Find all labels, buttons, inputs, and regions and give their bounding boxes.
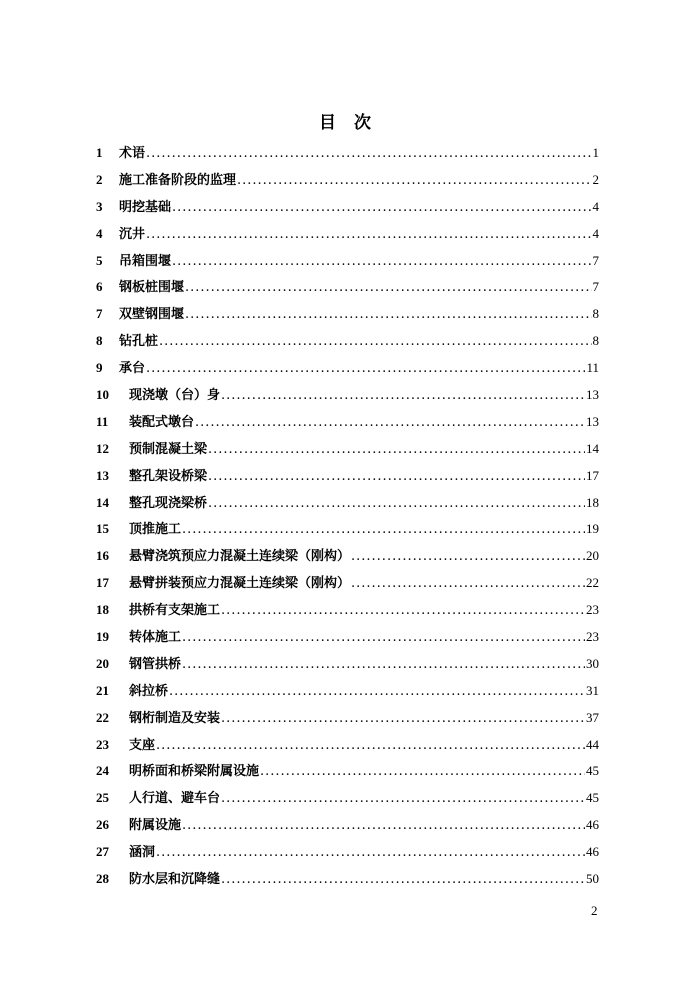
toc-entry-number: 28 — [96, 871, 109, 887]
toc-dot-leader — [182, 630, 585, 645]
toc-entry-title: 钢板桩围堰 — [119, 280, 185, 296]
toc-dot-leader — [208, 469, 585, 484]
toc-entry-number: 27 — [96, 844, 109, 860]
toc-entry-page: 44 — [586, 736, 599, 752]
toc-entry-title: 钢管拱桥 — [129, 656, 182, 672]
toc-dot-leader — [208, 442, 585, 457]
toc-entry-page: 2 — [592, 171, 599, 187]
toc-entry-number: 25 — [96, 790, 109, 806]
toc-entry-number: 13 — [96, 467, 109, 483]
toc-entry-number: 21 — [96, 682, 109, 698]
toc-entry-number: 24 — [96, 763, 109, 779]
toc-dot-leader — [156, 845, 585, 860]
toc-entry-page: 7 — [592, 279, 599, 295]
toc-entry-page: 17 — [586, 467, 599, 483]
toc-entry-page: 30 — [586, 655, 599, 671]
toc-entry-number: 10 — [96, 387, 109, 403]
toc-dot-leader — [351, 549, 585, 564]
toc-entry-title: 整孔现浇梁桥 — [129, 495, 208, 511]
toc-dot-leader — [182, 522, 585, 537]
toc-entry-number: 26 — [96, 817, 109, 833]
toc-entry-page: 14 — [586, 440, 599, 456]
toc-entry[interactable] — [96, 572, 599, 599]
toc-entry-page: 46 — [586, 844, 599, 860]
toc-entry-title: 术语 — [119, 146, 146, 161]
toc-entry-title: 承台 — [119, 361, 146, 377]
toc-entry-page: 1 — [592, 145, 599, 160]
toc-entry-page: 50 — [586, 871, 599, 887]
toc-dot-leader — [172, 254, 591, 269]
toc-dot-leader — [221, 791, 585, 806]
toc-entry-page: 19 — [586, 521, 599, 537]
toc-entry-number: 14 — [96, 494, 109, 510]
toc-dot-leader — [146, 361, 585, 376]
toc-dot-leader — [146, 227, 591, 242]
toc-dot-leader — [237, 173, 591, 188]
toc-dot-leader — [208, 496, 585, 511]
toc-dot-leader — [146, 146, 591, 161]
toc-entry-page: 23 — [586, 602, 599, 618]
toc-entry-title: 防水层和沉降缝 — [129, 872, 221, 888]
toc-entry[interactable] — [96, 653, 599, 680]
toc-dot-leader — [172, 200, 591, 215]
toc-entry-page: 46 — [586, 817, 599, 833]
toc-entry-title: 顶推施工 — [129, 522, 182, 538]
toc-entry-page: 7 — [592, 252, 599, 268]
toc-entry[interactable] — [96, 841, 599, 868]
toc-entry-title: 明挖基础 — [119, 199, 172, 215]
toc-entry[interactable] — [96, 518, 599, 545]
toc-entry[interactable] — [96, 707, 599, 734]
toc-entry[interactable] — [96, 545, 599, 572]
toc-entry-title: 现浇墩（台）身 — [129, 388, 221, 404]
toc-entry[interactable] — [96, 438, 599, 465]
toc-entry-page: 13 — [586, 387, 599, 403]
toc-entry-number: 7 — [96, 306, 103, 322]
toc-entry-title: 钢桁制造及安装 — [129, 710, 221, 726]
toc-entry[interactable] — [96, 599, 599, 626]
toc-dot-leader — [351, 576, 585, 591]
toc-entry-page: 37 — [586, 709, 599, 725]
toc-dot-leader — [221, 603, 585, 618]
toc-entry-number: 5 — [96, 252, 103, 268]
toc-dot-leader — [169, 684, 585, 699]
toc-entry-title: 人行道、避车台 — [129, 791, 221, 807]
page-title: 目 次 — [319, 113, 377, 133]
toc-entry-number: 6 — [96, 279, 103, 295]
toc-entry-title: 钻孔桩 — [119, 334, 159, 350]
toc-entry-number: 8 — [96, 333, 103, 349]
toc-entry[interactable] — [96, 814, 599, 841]
toc-entry[interactable] — [96, 223, 599, 250]
toc-entry-title: 预制混凝土梁 — [129, 441, 208, 457]
toc-entry[interactable] — [96, 276, 599, 303]
toc-dot-leader — [159, 334, 591, 349]
toc-entry[interactable] — [96, 330, 599, 357]
toc-entry[interactable] — [96, 465, 599, 492]
toc-entry-page: 20 — [586, 548, 599, 564]
toc-entry-page: 22 — [586, 575, 599, 591]
toc-entry-number: 9 — [96, 360, 103, 376]
toc-entry-number: 22 — [96, 709, 109, 725]
toc-entry-title: 转体施工 — [129, 630, 182, 646]
page-number: 2 — [591, 903, 598, 918]
toc-dot-leader — [221, 872, 585, 887]
toc-entry-page: 8 — [592, 306, 599, 322]
toc-entry-title: 整孔架设桥梁 — [129, 468, 208, 484]
toc-entry[interactable] — [96, 250, 599, 277]
toc-entry-number: 3 — [96, 198, 103, 214]
toc-entry[interactable] — [96, 787, 599, 814]
toc-dot-leader — [156, 738, 585, 753]
toc-entry[interactable] — [96, 626, 599, 653]
toc-entry-number: 2 — [96, 171, 103, 187]
toc-entry[interactable] — [96, 734, 599, 761]
toc-dot-leader — [185, 307, 591, 322]
toc-entry[interactable] — [96, 303, 599, 330]
toc-dot-leader — [182, 818, 585, 833]
toc-entry-number: 17 — [96, 575, 109, 591]
table-of-contents — [96, 142, 599, 895]
toc-entry[interactable] — [96, 760, 599, 787]
toc-entry-title: 沉井 — [119, 226, 146, 242]
toc-dot-leader — [182, 657, 585, 672]
toc-entry-page: 13 — [586, 413, 599, 429]
toc-entry-page: 23 — [586, 629, 599, 645]
toc-entry[interactable] — [96, 142, 599, 169]
toc-entry-title: 施工准备阶段的监理 — [119, 172, 237, 188]
toc-entry-page: 45 — [586, 790, 599, 806]
toc-entry-title: 吊箱围堰 — [119, 253, 172, 269]
toc-entry-page: 18 — [586, 494, 599, 510]
toc-entry[interactable] — [96, 196, 599, 223]
toc-entry[interactable] — [96, 492, 599, 519]
toc-entry-number: 23 — [96, 736, 109, 752]
toc-entry-page: 31 — [586, 682, 599, 698]
toc-entry-page: 45 — [586, 763, 599, 779]
toc-entry-number: 15 — [96, 521, 109, 537]
toc-entry-page: 8 — [592, 333, 599, 349]
toc-entry[interactable] — [96, 357, 599, 384]
toc-entry-title: 拱桥有支架施工 — [129, 603, 221, 619]
toc-entry-title: 涵洞 — [129, 845, 156, 861]
toc-entry-number: 20 — [96, 655, 109, 671]
toc-entry-number: 12 — [96, 440, 109, 456]
toc-entry-number: 11 — [96, 413, 109, 429]
toc-entry-number: 16 — [96, 548, 109, 564]
toc-entry[interactable] — [96, 868, 599, 895]
toc-dot-leader — [260, 764, 585, 779]
toc-entry[interactable] — [96, 384, 599, 411]
toc-entry[interactable] — [96, 411, 599, 438]
toc-entry[interactable] — [96, 680, 599, 707]
toc-entry-title: 明桥面和桥梁附属设施 — [129, 764, 260, 780]
toc-entry-title: 附属设施 — [129, 818, 182, 834]
toc-entry-page: 4 — [592, 225, 599, 241]
toc-entry-number: 1 — [96, 145, 103, 160]
toc-entry-title: 双壁钢围堰 — [119, 307, 185, 323]
toc-dot-leader — [221, 711, 585, 726]
toc-entry-number: 18 — [96, 602, 109, 618]
toc-entry-page: 11 — [586, 360, 599, 376]
toc-dot-leader — [195, 415, 585, 430]
toc-entry-title: 悬臂浇筑预应力混凝土连续梁（刚构） — [129, 549, 351, 565]
toc-entry-number: 19 — [96, 629, 109, 645]
toc-entry-number: 4 — [96, 225, 103, 241]
toc-dot-leader — [185, 280, 591, 295]
toc-entry-title: 斜拉桥 — [129, 683, 169, 699]
toc-entry[interactable] — [96, 169, 599, 196]
toc-dot-leader — [221, 388, 585, 403]
toc-entry-page: 4 — [592, 198, 599, 214]
toc-entry-title: 装配式墩台 — [129, 414, 195, 430]
toc-entry-title: 悬臂拼装预应力混凝土连续梁（刚构） — [129, 576, 351, 592]
toc-entry-title: 支座 — [129, 737, 156, 753]
